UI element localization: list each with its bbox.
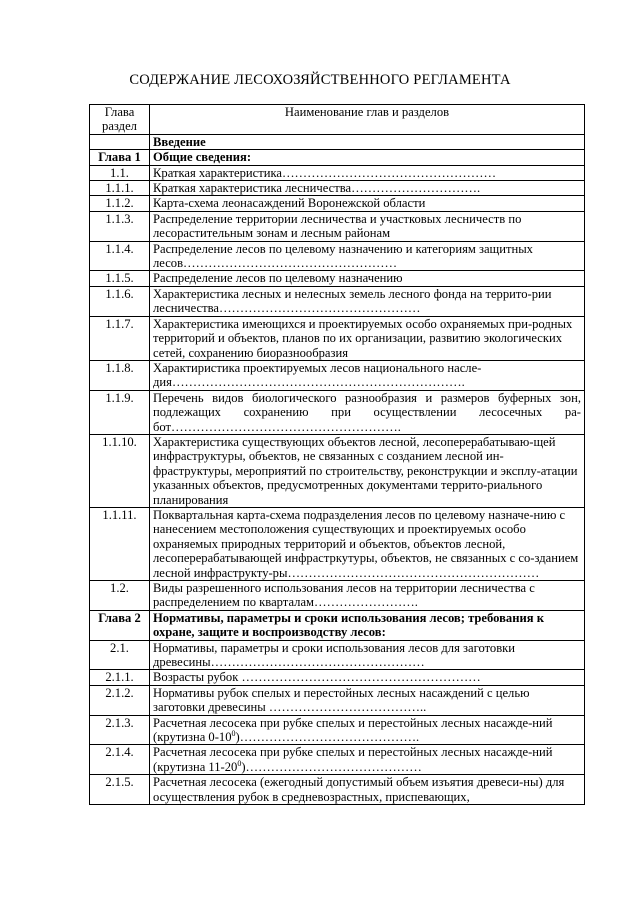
row-title: Нормативы рубок спелых и перестойных лесных насаждений с целью заготовки древесины ……………………………….. [150, 685, 585, 715]
row-title: Перечень видов биологического разнообразия и размеров буферных зон, подлежащих сохранению при осуществлении лесосечных ра-бот………………………………………………. [150, 390, 585, 434]
header-section-label: раздел [102, 119, 137, 134]
row-title-text-end: )…………………………………… [241, 759, 422, 774]
row-number: 1.1.10. [90, 434, 150, 507]
row-number: 1.1.1. [90, 181, 150, 196]
table-row [90, 211, 585, 241]
row-number: 2.1.5. [90, 775, 150, 805]
row-number: 1.1. [90, 165, 150, 180]
row-number: 1.1.4. [90, 241, 150, 271]
degree-superscript: 0 [231, 728, 236, 738]
table-row [90, 745, 585, 775]
row-title: Характеристика имеющихся и проектируемых особо охраняемых при-родных территорий и объектов, планов по их организации, развитию экологических сетей, сохранению биоразнообразия [150, 316, 585, 360]
table-row [90, 670, 585, 685]
table-row [90, 507, 585, 580]
row-title: Распределение лесов по целевому назначению и категориям защитных лесов…………………………………………… [150, 241, 585, 271]
row-number: 2.1. [90, 640, 150, 670]
row-number: 2.1.3. [90, 715, 150, 745]
table-row [90, 134, 585, 149]
table-row [90, 286, 585, 316]
row-title [150, 715, 585, 745]
table-row [90, 360, 585, 390]
row-number: 2.1.1. [90, 670, 150, 685]
table-header-row [90, 105, 585, 135]
contents-body [90, 134, 585, 804]
row-title: Характиристика проектируемых лесов национального насле-дия……………………………………………………………. [150, 360, 585, 390]
table-row [90, 150, 585, 165]
row-title-text: Расчетная лесосека при рубке спелых и перестойных лесных насажде-ний (крутизна 0-10 [153, 715, 553, 745]
table-row [90, 685, 585, 715]
row-number: 1.1.7. [90, 316, 150, 360]
row-title: Распределение лесов по целевому назначению [150, 271, 585, 286]
table-row [90, 715, 585, 745]
row-title: Виды разрешенного использования лесов на территории лесничества с распределением по кварталам……………………. [150, 581, 585, 611]
row-number: 1.1.6. [90, 286, 150, 316]
header-chapter-section [90, 105, 150, 135]
row-number: 1.1.9. [90, 390, 150, 434]
row-title: Характеристика лесных и нелесных земель лесного фонда на террито-рии лесничества………………………………………… [150, 286, 585, 316]
table-row [90, 241, 585, 271]
row-number: Глава 1 [90, 150, 150, 165]
row-title: Общие сведения: [150, 150, 585, 165]
table-row [90, 640, 585, 670]
row-number: 1.1.11. [90, 507, 150, 580]
row-title: Расчетная лесосека (ежегодный допустимый объем изъятия древеси-ны) для осуществления рубок в средневозрастных, приспевающих, [150, 775, 585, 805]
row-title: Характеристика существующих объектов лесной, лесоперерабатываю-щей инфраструктуры, объектов, не связанных с созданием лесной ин-фраструктуры, мероприятий по строительству, реконструкции и эксплу-атации указанных объектов, предусмотренных документами террито-риального планирования [150, 434, 585, 507]
row-number: 1.1.3. [90, 211, 150, 241]
row-number: Глава 2 [90, 610, 150, 640]
row-number: 1.1.5. [90, 271, 150, 286]
header-chapter-label: Глава [104, 105, 135, 119]
row-title: Нормативы, параметры и сроки использования лесов для заготовки древесины…………………………………………… [150, 640, 585, 670]
table-row [90, 581, 585, 611]
table-row [90, 434, 585, 507]
row-number: 2.1.4. [90, 745, 150, 775]
row-title: Краткая характеристика…………………………………………… [150, 165, 585, 180]
contents-table [89, 104, 585, 805]
table-row [90, 775, 585, 805]
degree-superscript: 0 [237, 758, 242, 768]
row-title: Возрасты рубок ………………………………………………… [150, 670, 585, 685]
row-title: Нормативы, параметры и сроки использования лесов; требования к охране, защите и воспроизводству лесов: [150, 610, 585, 640]
row-title [150, 745, 585, 775]
table-row [90, 271, 585, 286]
row-title: Введение [150, 134, 585, 149]
row-title: Краткая характеристика лесничества…………………………. [150, 181, 585, 196]
page-title: СОДЕРЖАНИЕ ЛЕСОХОЗЯЙСТВЕННОГО РЕГЛАМЕНТА [129, 72, 511, 88]
row-title-text: Расчетная лесосека при рубке спелых и перестойных лесных насажде-ний (крутизна 11-20 [153, 745, 553, 774]
header-title-column: Наименование глав и разделов [150, 105, 585, 135]
row-title: Распределение территории лесничества и участковых лесничеств по лесорастительным зонам и лесным районам [150, 211, 585, 241]
row-title: Карта-схема леонасаждений Воронежской области [150, 196, 585, 211]
table-row [90, 165, 585, 180]
row-number: 2.1.2. [90, 685, 150, 715]
row-number: 1.1.2. [90, 196, 150, 211]
table-row [90, 181, 585, 196]
row-title-text-end: )……………………………………. [235, 730, 420, 745]
table-row [90, 316, 585, 360]
row-number: 1.2. [90, 581, 150, 611]
row-number [90, 134, 150, 149]
table-row [90, 610, 585, 640]
table-row [90, 196, 585, 211]
table-row [90, 390, 585, 434]
row-title: Поквартальная карта-схема подразделения лесов по целевому назначе-нию с нанесением местоположения существующих и проектируемых особо охраняемых природных территорий и объектов, объектов лесной, лесоперерабатывающей инфрастркутуры, объектов, не связанных с со-зданием лесной инфраструкту-ры…………………………………………………… [150, 507, 585, 580]
row-number: 1.1.8. [90, 360, 150, 390]
